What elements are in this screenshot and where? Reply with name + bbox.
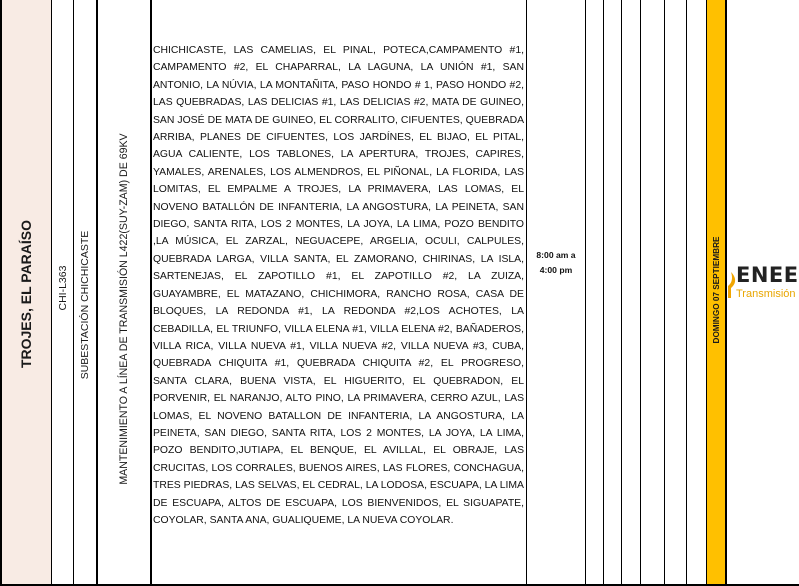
grid-line xyxy=(640,0,641,586)
grid-line xyxy=(603,0,604,586)
time-start: 8:00 am a xyxy=(536,250,576,260)
grid-line xyxy=(526,0,527,586)
time-window xyxy=(528,248,584,278)
zone-name: TROJES, EL PARAÍSO xyxy=(18,219,34,369)
grid-line xyxy=(0,0,2,586)
enee-logo xyxy=(728,258,799,318)
grid-line xyxy=(73,0,74,586)
circuit-code: CHI-L363 xyxy=(57,265,69,311)
logo-subtitle: Transmisión xyxy=(736,288,796,300)
outage-day: DOMINGO 07 SEPTIEMBRE xyxy=(712,236,721,344)
affected-areas: CHICHICASTE, LAS CAMELIAS, EL PINAL, POTECA,CAMPAMENTO #1, CAMPAMENTO #2, EL CHAPARRAL, LA LAGUNA, LA UNIÓN #1, SAN ANTONIO, LA NÚVIA, LA MONTAÑITA, PASO HONDO # 1, PASO HONDO #2, LAS QUEBRADAS, LAS DELICIAS #1, LAS DELICIAS #2, MATA DE GUINEO, SAN JOSÉ DE MATA DE GUINEO, EL CORRALITO, CIFUENTES, QUEBRADA ARRIBA, PLANES DE CIFUENTES, LOS JARDÍNES, EL BIJAO, EL PITAL, AGUA CALIENTE, LOS TABLONES, LA APERTURA, TROJES, CAPIRES, YAMALES, ARENALES, LOS ALMENDROS, EL PIÑONAL, LA FLORIDA, LAS LOMITAS, EL EMPALME A TROJES, LA PRIMAVERA, LAS LOMAS, EL NOVENO BATALLÓN DE INFANTERIA, LA ANGOSTURA, LA PEINETA, SAN DIEGO, SANTA RITA, LOS 2 MONTES, LA JOYA, LA LIMA, POZO BENDITO ,LA MÚSICA, EL ZARZAL, NEGUACEPE, ARGELIA, OCULI, CALPULES, QUEBRADA LARGA, VILLA SANTA, EL ZAMORANO, CHIRINAS, LA ISLA, SARTENEJAS, EL ZAPOTILLO #1, EL ZAPOTILLO #2, LA ZUIZA, GUAYAMBRE, EL MATAZANO, CHICHIMORA, RANCHO ROSA, CASA DE BLOQUES, LA REDONDA #1, LA REDONDA #2,LOS ACHOTES, LA CEBADILLA, EL TRIUNFO, VILLA ELENA #1, VILLA ELENA #2, BAÑADEROS, VILLA RICA, VILLA NUEVA #1, VILLA NUEVA #2, VILLA NUEVA #3, CUBA, QUEBRADA CHIQUITA #1, QUEBRADA CHIQUITA #2, EL PROGRESO, SANTA CLARA, BUENA VISTA, EL HIGUERITO, EL QUEBRADON, EL PORVENIR, EL NARANJO, ALTO PINO, LA PRIMAVERA, CERRO AZUL, LAS LOMAS, EL NOVENO BATALLON DE INFANTERIA, LA ANGOSTURA, LA PEINETA, SAN DIEGO, SANTA RITA, LOS 2 MONTES, LA JOYA, LA LIMA, POZO BENDITO,JUTIAPA, EL BENQUE, EL AVILLAL, EL OBRAJE, LAS CRUCITAS, LOS CORRALES, BUENOS AIRES, LAS FLORES, CONCHAGUA, TRES PIEDRAS, LAS SELVAS, EL CEDRAL, LA LODOSA, ESCUAPA, LA LIMA DE ESCUAPA, ALTOS DE ESCUAPA, LOS BIENVENIDOS, EL SIGUAPATE, COYOLAR, SANTA ANA, GUALIQUEME, LA NUEVA COYOLAR. xyxy=(153,45,524,526)
grid-line xyxy=(96,0,98,586)
maintenance-work: MANTENIMIENTO A LÍNEA DE TRANSMISIÓN L422(SUY-ZAM) DE 69KV xyxy=(118,133,130,485)
grid-line xyxy=(725,0,727,586)
grid-line xyxy=(621,0,622,586)
grid-line xyxy=(51,0,52,586)
grid-line xyxy=(664,0,665,586)
logo-name: ENEE xyxy=(736,263,799,287)
grid-line xyxy=(706,0,707,586)
time-end: 4:00 pm xyxy=(539,265,573,275)
grid-line xyxy=(150,0,152,586)
substation-name: SUBESTACIÓN CHICHICASTE xyxy=(79,230,91,380)
grid-line xyxy=(686,0,687,586)
grid-line xyxy=(585,0,586,586)
